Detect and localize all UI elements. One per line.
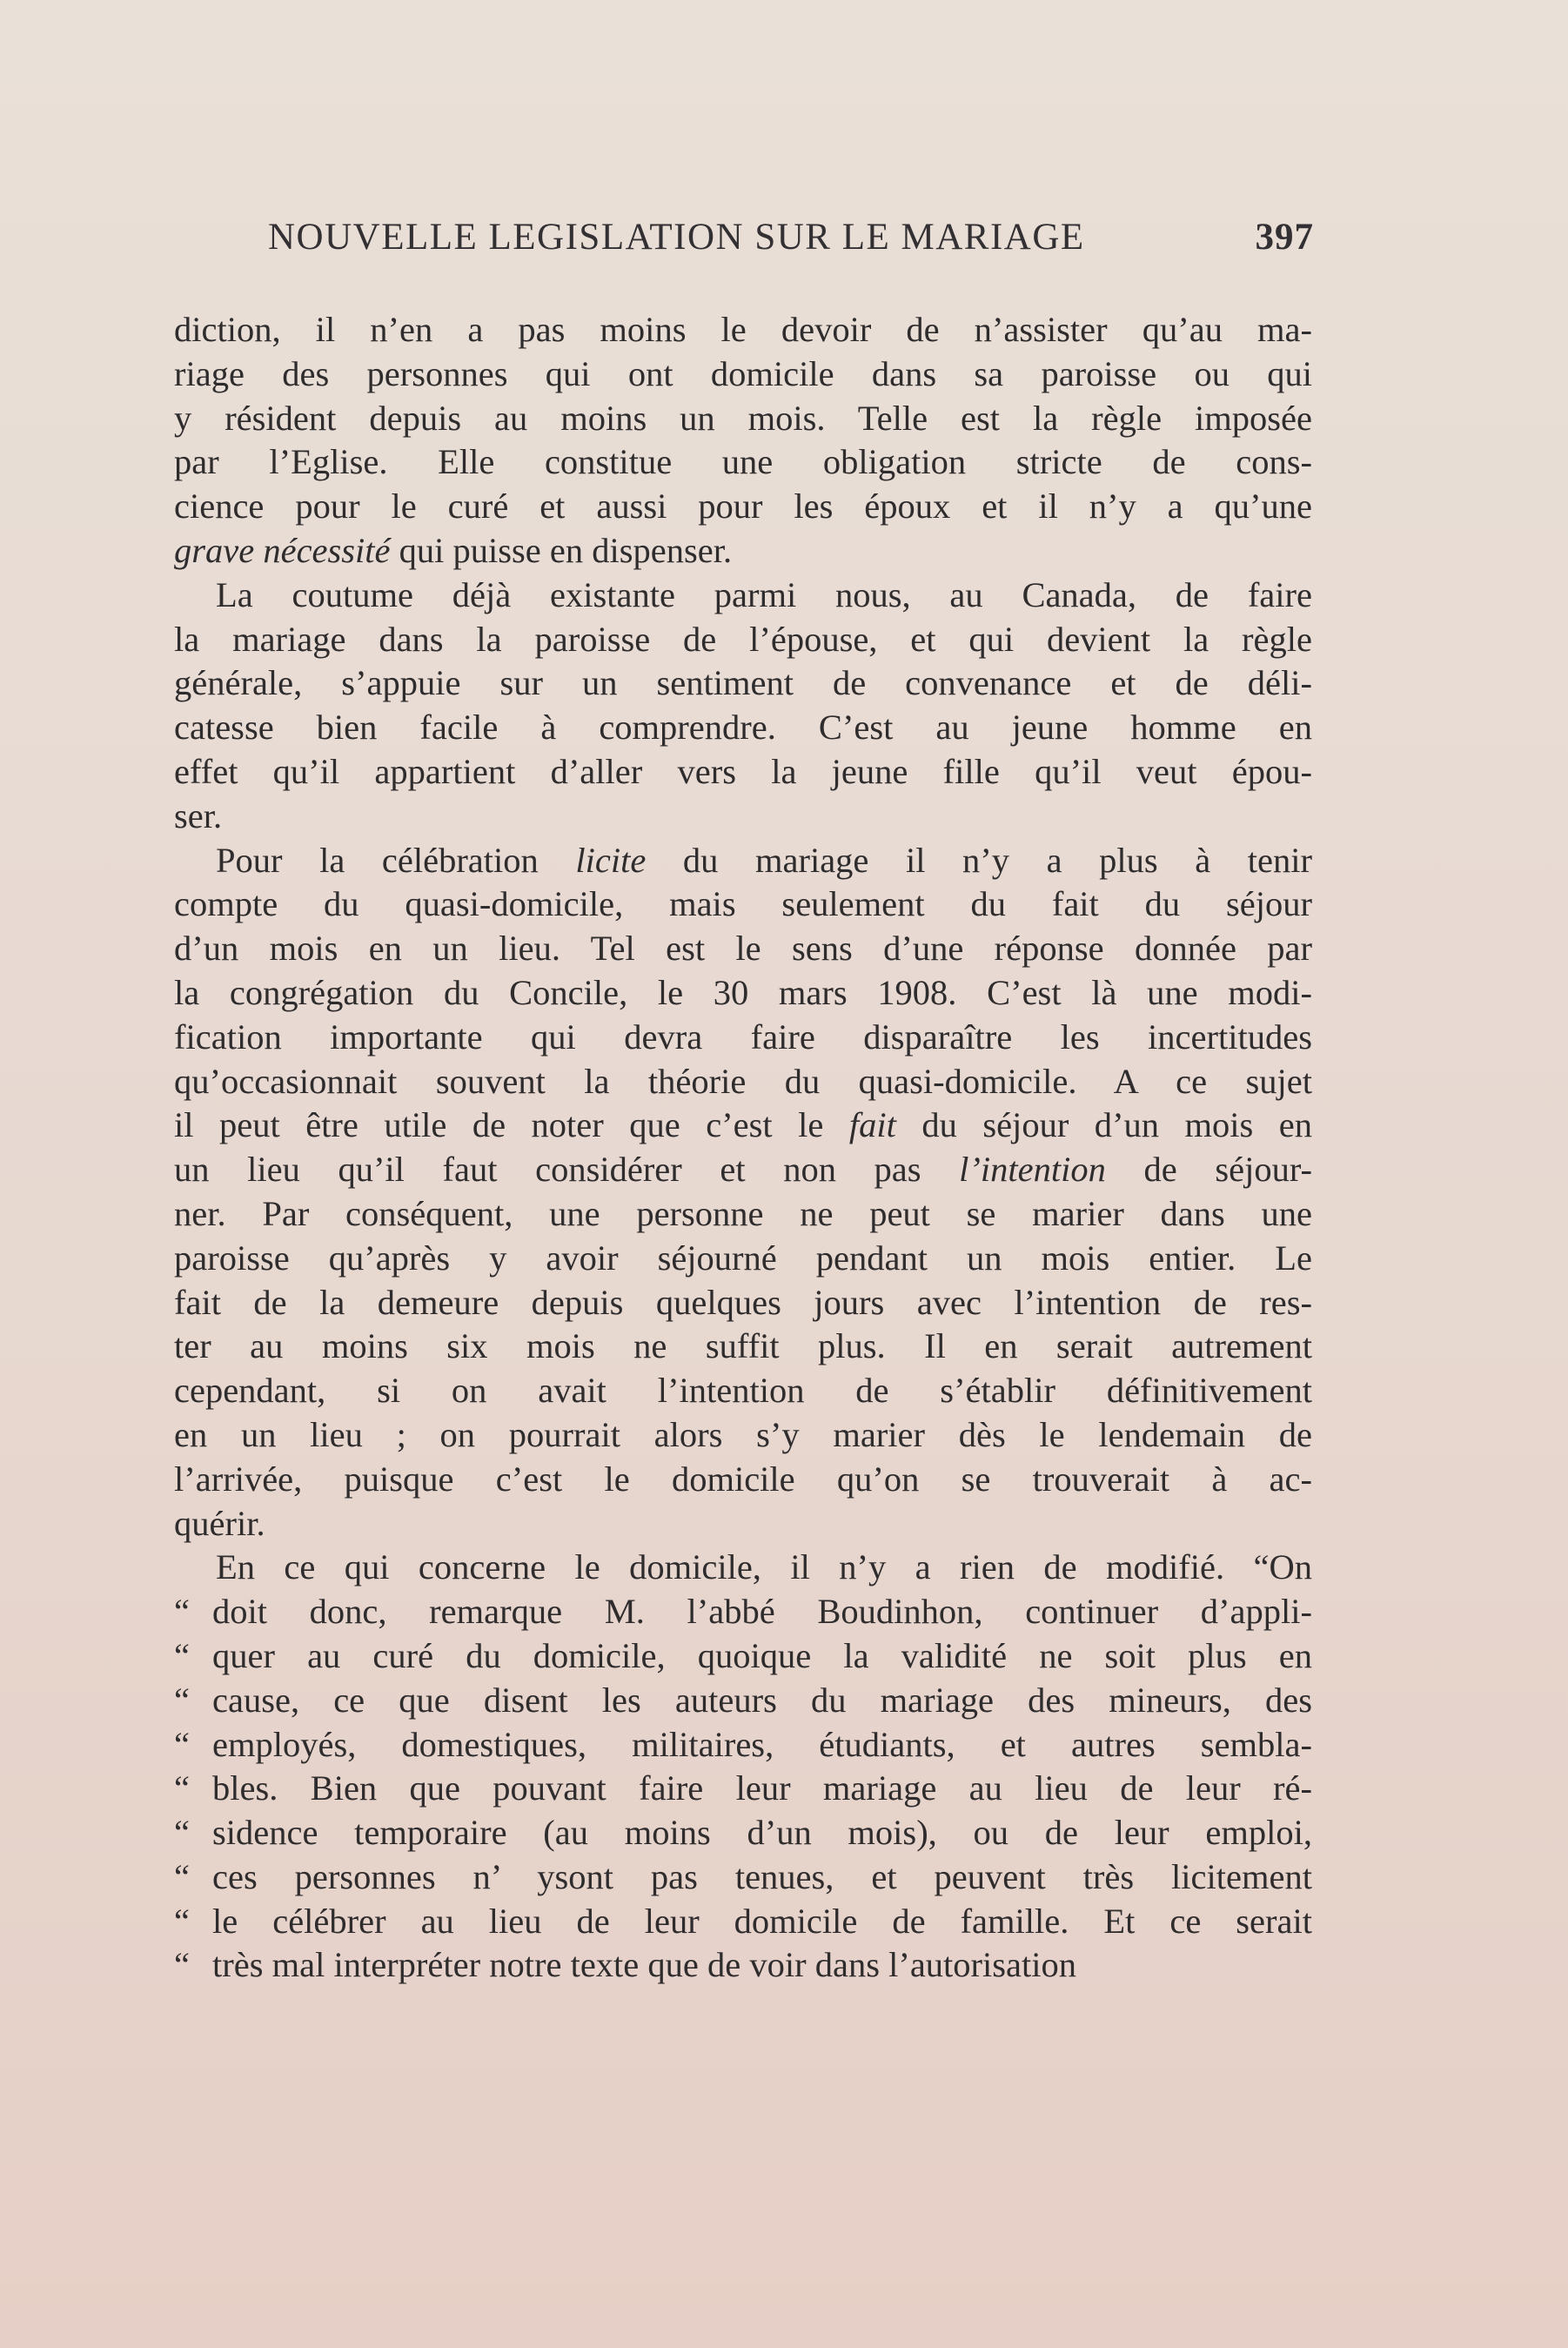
text-run: riage des personnes qui ont domicile dans sa paroisse ou qui <box>174 353 1312 393</box>
text-line <box>174 882 1312 927</box>
page-number: 397 <box>1255 217 1314 258</box>
text-line <box>174 1590 1312 1634</box>
text-run: le célébrer au lieu de leur domicile de famille. Et ce serait <box>212 1901 1312 1941</box>
text-run: catesse bien facile à comprendre. C’est au jeune homme en <box>174 708 1312 748</box>
text-line <box>174 352 1312 397</box>
text-run: du séjour d’un mois en <box>895 1105 1312 1145</box>
text-run: du mariage il n’y a plus à tenir <box>646 840 1312 880</box>
quote-mark: “ <box>174 1813 190 1853</box>
text-run: effet qu’il appartient d’aller vers la jeune fille qu’il veut épou- <box>174 751 1312 791</box>
text-line <box>174 750 1312 795</box>
text-line <box>174 1546 1312 1590</box>
quote-mark: “ <box>174 1945 190 1985</box>
paragraph <box>174 839 1312 1546</box>
text-run: la congrégation du Concile, le 30 mars 1908. C’est là une modi- <box>174 972 1312 1012</box>
text-line <box>174 574 1312 618</box>
text-line <box>174 971 1312 1016</box>
text-run: très mal interpréter notre texte que de voir dans l’autorisation <box>212 1945 1077 1985</box>
text-line <box>174 1900 1312 1944</box>
text-line <box>174 1237 1312 1281</box>
text-line <box>174 308 1312 352</box>
text-run: diction, il n’en a pas moins le devoir de n’assister qu’au ma- <box>174 310 1312 349</box>
text-run: quérir. <box>174 1503 265 1543</box>
text-run: de séjour- <box>1105 1150 1312 1190</box>
text-run: paroisse qu’après y avoir séjourné pendant un mois entier. Le <box>174 1238 1312 1278</box>
text-run: un lieu qu’il faut considérer et non pas <box>174 1150 960 1190</box>
text-run: bles. Bien que pouvant faire leur mariage au lieu de leur ré- <box>212 1768 1312 1808</box>
text-run: ner. Par conséquent, une personne ne peut se marier dans une <box>174 1193 1312 1233</box>
text-line <box>174 440 1312 485</box>
quote-mark: “ <box>174 1901 190 1941</box>
quote-mark: “ <box>174 1635 190 1675</box>
text-run: y résident depuis au moins un mois. Telle est la règle imposée <box>174 398 1312 438</box>
text-line <box>174 618 1312 662</box>
italic-text: licite <box>575 840 647 880</box>
text-line <box>174 1502 1312 1546</box>
italic-text: fait <box>848 1105 896 1145</box>
quote-mark: “ <box>174 1592 190 1632</box>
text-line <box>174 1679 1312 1723</box>
paragraph <box>174 308 1312 574</box>
text-line <box>174 529 1312 574</box>
text-run: qu’occasionnait souvent la théorie du quasi-domicile. A ce sujet <box>174 1061 1312 1101</box>
text-line <box>174 1767 1312 1811</box>
text-line <box>174 397 1312 441</box>
text-line <box>174 1192 1312 1237</box>
text-run: La coutume déjà existante parmi nous, au Canada, de faire <box>216 574 1312 614</box>
text-line <box>174 1016 1312 1060</box>
text-line <box>174 1281 1312 1325</box>
text-line <box>174 1104 1312 1148</box>
text-line <box>174 839 1312 883</box>
paragraph <box>174 1546 1312 1988</box>
text-run: l’arrivée, puisque c’est le domicile qu’on se trouverait à ac- <box>174 1459 1312 1499</box>
quote-mark: “ <box>174 1856 190 1896</box>
text-run: quer au curé du domicile, quoique la validité ne soit plus en <box>212 1635 1312 1675</box>
text-line <box>174 706 1312 750</box>
text-run: ser. <box>174 795 223 835</box>
text-run: cause, ce que disent les auteurs du mariage des mineurs, des <box>212 1680 1312 1720</box>
text-line <box>174 1060 1312 1104</box>
italic-text: l’intention <box>959 1150 1106 1190</box>
text-run: Pour la célébration <box>216 840 576 880</box>
text-run: la mariage dans la paroisse de l’épouse, et qui devient la règle <box>174 619 1312 659</box>
text-run: employés, domestiques, militaires, étudiants, et autres sembla- <box>212 1724 1312 1764</box>
text-run: fait de la demeure depuis quelques jours avec l’intention de res- <box>174 1282 1312 1322</box>
text-run: fication importante qui devra faire disparaître les incertitudes <box>174 1016 1312 1057</box>
italic-text: grave nécessité <box>174 530 391 570</box>
text-line <box>174 795 1312 839</box>
text-run: En ce qui concerne le domicile, il n’y a rien de modifié. “On <box>216 1547 1312 1587</box>
text-line <box>174 1369 1312 1413</box>
text-line <box>174 1458 1312 1502</box>
text-run: compte du quasi-domicile, mais seulement du fait du séjour <box>174 884 1312 924</box>
text-line <box>174 1325 1312 1369</box>
text-run: ces personnes n’ ysont pas tenues, et peuvent très licitement <box>212 1856 1312 1896</box>
quote-mark: “ <box>174 1724 190 1764</box>
text-run: cependant, si on avait l’intention de s’établir définitivement <box>174 1371 1312 1411</box>
text-run: cience pour le curé et aussi pour les époux et il n’y a qu’une <box>174 486 1312 527</box>
text-run: doit donc, remarque M. l’abbé Boudinhon, continuer d’appli- <box>212 1592 1312 1632</box>
running-title: NOUVELLE LEGISLATION SUR LE MARIAGE <box>268 217 1085 258</box>
text-line <box>174 1811 1312 1855</box>
quote-mark: “ <box>174 1680 190 1720</box>
text-run: par l’Eglise. Elle constitue une obligation stricte de cons- <box>174 442 1312 482</box>
text-line <box>174 1634 1312 1679</box>
text-run: il peut être utile de noter que c’est le <box>174 1105 849 1145</box>
text-line <box>174 927 1312 971</box>
text-run: ter au moins six mois ne suffit plus. Il en serait autrement <box>174 1326 1312 1366</box>
text-line <box>174 661 1312 706</box>
text-run: en un lieu ; on pourrait alors s’y marier dès le lendemain de <box>174 1414 1312 1454</box>
text-line <box>174 1723 1312 1768</box>
text-run: qui puisse en dispenser. <box>390 530 733 570</box>
text-line <box>174 485 1312 529</box>
running-header <box>268 216 1314 258</box>
text-run: sidence temporaire (au moins d’un mois), ou de leur emploi, <box>212 1813 1312 1853</box>
text-line <box>174 1148 1312 1192</box>
paragraph <box>174 574 1312 839</box>
text-run: d’un mois en un lieu. Tel est le sens d’une réponse donnée par <box>174 929 1312 969</box>
text-line <box>174 1413 1312 1458</box>
body-text <box>174 308 1312 1988</box>
text-run: générale, s’appuie sur un sentiment de convenance et de déli- <box>174 663 1312 703</box>
quote-mark: “ <box>174 1768 190 1808</box>
text-line <box>174 1855 1312 1900</box>
text-line <box>174 1943 1312 1988</box>
